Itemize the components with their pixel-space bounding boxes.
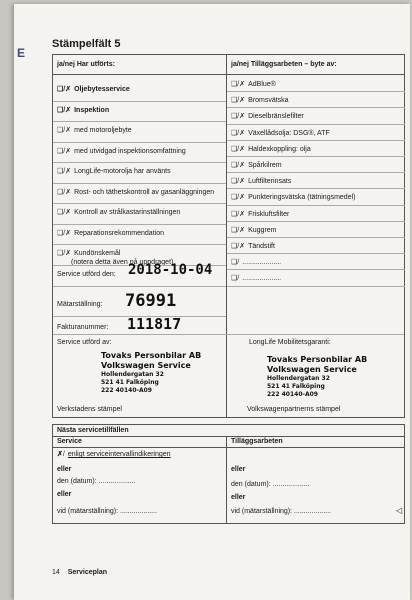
stamp-code: 222 40140-A09 <box>267 391 318 398</box>
workshop-stamp-label: Verkstadens stämpel <box>57 406 122 413</box>
checklist-label: Luftfilterinsats <box>248 178 292 186</box>
edge-tab-letter: E <box>17 46 26 60</box>
checklist-label: Dieselbränslefilter <box>248 113 304 121</box>
checkbox-icon: ❑/✗ <box>231 129 246 137</box>
checklist-row <box>231 80 276 89</box>
checkbox-icon: ❑/✗ <box>57 86 72 93</box>
checklist-row <box>231 177 291 186</box>
next-date-label: den (datum): ................... <box>57 478 136 485</box>
checkbox-icon: ❑/ <box>231 259 240 267</box>
checkbox-icon: ❑/✗ <box>231 162 246 169</box>
invoice-label: Fakturanummer: <box>57 324 109 331</box>
checklist-row <box>57 208 180 217</box>
checkbox-icon: ❑/✗ <box>57 147 72 155</box>
page-number: 14 <box>52 569 60 576</box>
service-date-value: 2018-10-04 <box>128 262 213 278</box>
checkbox-icon: ❑/✗ <box>57 250 72 257</box>
row-rule <box>53 183 226 184</box>
next-service-col-extra: Tilläggsarbeten <box>231 438 283 445</box>
checklist-label: LongLife-motorolja har använts <box>74 168 171 175</box>
page-title: Stämpelfält 5 <box>52 38 121 50</box>
arrow-left-icon: ◁ <box>396 506 403 515</box>
checklist-row <box>57 85 130 94</box>
checklist-label: Bromsvätska <box>248 97 289 105</box>
or-label: eller <box>57 466 72 473</box>
checkbox-icon: ❑/✗ <box>57 168 72 175</box>
odometer-value: 76991 <box>125 291 177 311</box>
checkbox-icon: ❑/✗ <box>231 97 246 105</box>
checkbox-icon: ❑/✗ <box>57 209 72 216</box>
section-name: Serviceplan <box>67 569 108 576</box>
page-footer <box>52 569 107 576</box>
next-service-title: Nästa servicetillfällen <box>57 427 129 434</box>
checklist-label: Spårkilrem <box>248 162 282 169</box>
checklist-label: med motoroljebyte <box>74 127 132 134</box>
checklist-row <box>231 258 281 267</box>
checklist-row <box>57 147 186 156</box>
checklist-label: Växellådsolja: DSG®, ATF <box>248 129 330 137</box>
checkbox-icon: ❑/✗ <box>57 106 72 114</box>
row-rule <box>53 286 226 287</box>
row-rule <box>53 162 226 163</box>
checkbox-icon: ❑/✗ <box>231 210 246 218</box>
row-rule <box>227 205 405 206</box>
stamp-company: Tovaks Personbilar AB <box>267 355 368 364</box>
row-rule <box>227 124 405 125</box>
or-label: eller <box>231 494 246 501</box>
checklist-row <box>231 242 275 251</box>
stamp-street: Hollendergatan 32 <box>101 371 164 378</box>
row-rule <box>53 244 226 245</box>
checkbox-icon: ❑/✗ <box>57 229 72 237</box>
stamp-street: Hollendergatan 32 <box>267 375 330 382</box>
row-rule <box>53 436 404 437</box>
row-rule <box>53 447 404 448</box>
performed-by-label: Service utförd av: <box>57 339 112 346</box>
checklist-row <box>231 226 277 235</box>
row-rule <box>53 142 226 143</box>
checkbox-icon: ❑/✗ <box>231 81 246 88</box>
left-column-header: ja/nej Har utförts: <box>57 55 225 75</box>
checklist-label: Reparationsrekommendation <box>74 229 164 237</box>
service-date-label: Service utförd den: <box>57 271 116 278</box>
checklist-row <box>57 188 214 197</box>
row-rule <box>227 140 405 141</box>
interval-row: ✗/ enligt serviceintervallindikeringen <box>57 451 171 458</box>
row-rule <box>227 172 405 173</box>
row-rule <box>53 101 226 102</box>
next-odometer-label: vid (mätarställning): ................... <box>57 508 157 515</box>
checklist-label: .................... <box>242 275 282 283</box>
checkbox-icon: ❑/✗ <box>57 188 72 196</box>
row-rule <box>53 334 404 335</box>
checklist-label: Inspektion <box>74 106 110 114</box>
right-column-header: ja/nej Tilläggsarbeten – byte av: <box>231 55 401 75</box>
checklist-row <box>231 129 330 138</box>
checklist-row <box>231 161 282 170</box>
document-page <box>14 4 410 600</box>
longlife-label: LongLife Mobilitetsgaranti: <box>249 339 331 346</box>
row-rule <box>227 107 405 108</box>
stamp-service: Volkswagen Service <box>101 361 191 370</box>
row-rule <box>227 156 405 157</box>
partner-stamp-label: Volkswagenpartnerns stämpel <box>247 406 341 413</box>
checkbox-icon: ❑/✗ <box>231 178 246 186</box>
checklist-label: Punkteringsvätska (tätningsmedel) <box>248 194 356 202</box>
checklist-label: Kuggrem <box>248 226 277 234</box>
stamp-code: 222 40140-A09 <box>101 387 152 394</box>
row-rule <box>227 91 405 92</box>
column-divider <box>226 55 227 417</box>
checklist-label: Haldexkoppling: olja <box>248 145 311 153</box>
or-label: eller <box>231 466 246 473</box>
stamp-table <box>52 54 405 418</box>
checklist-row <box>231 145 311 154</box>
checklist-label: Rost- och täthetskontroll av gasanläggningen <box>74 188 215 196</box>
checklist-row <box>231 112 304 121</box>
checklist-row <box>57 106 109 115</box>
checklist-label: Oljebytesservice <box>74 86 130 93</box>
next-extra-odometer-label: vid (mätarställning): ................... <box>231 508 331 515</box>
header-rule <box>53 74 404 75</box>
next-extra-date-label: den (datum): ................... <box>231 481 310 488</box>
row-rule <box>53 203 226 204</box>
row-rule <box>227 269 405 270</box>
row-rule <box>53 224 226 225</box>
checklist-label: Friskluftsfilter <box>248 210 290 218</box>
checklist-label: Tändstift <box>248 243 275 250</box>
row-rule <box>227 253 405 254</box>
checklist-row <box>231 96 289 105</box>
checkbox-icon: ❑/✗ <box>231 226 246 234</box>
checkbox-icon: ❑/✗ <box>231 113 246 121</box>
stamp-city: 521 41 Falköping <box>101 379 159 386</box>
checklist-sublabel: (notera detta även på uppdraget) <box>71 259 174 266</box>
checklist-label: Kontroll av strålkastarinställningen <box>74 209 181 216</box>
checkbox-icon: ❑/✗ <box>231 194 246 202</box>
checklist-row <box>231 210 289 219</box>
workshop-stamp <box>101 351 201 395</box>
checkbox-icon: ❑/✗ <box>57 127 72 134</box>
checklist-label: AdBlue® <box>248 81 276 88</box>
invoice-value: 111817 <box>127 315 182 333</box>
checkbox-icon: ❑/✗ <box>231 145 246 153</box>
checklist-row <box>231 274 281 283</box>
stamp-city: 521 41 Falköping <box>267 383 325 390</box>
checkbox-icon: ❑/ <box>231 275 240 283</box>
row-rule <box>227 237 405 238</box>
checklist-label: Kundönskemål <box>74 250 121 257</box>
checklist-row <box>57 167 171 176</box>
row-rule <box>53 121 226 122</box>
row-rule <box>227 221 405 222</box>
stamp-service: Volkswagen Service <box>267 365 357 374</box>
stamp-company: Tovaks Personbilar AB <box>101 351 202 360</box>
checkbox-icon: ❑/✗ <box>231 243 246 250</box>
interval-label: enligt serviceintervallindikeringen <box>67 451 171 458</box>
partner-stamp <box>267 355 367 399</box>
next-service-table <box>52 424 405 524</box>
checklist-row <box>57 126 132 135</box>
checklist-row <box>231 193 355 202</box>
checklist-label: med utvidgad inspektionsomfattning <box>74 147 186 155</box>
odometer-label: Mätarställning: <box>57 301 103 308</box>
next-service-col-service: Service <box>57 438 82 445</box>
or-label: eller <box>57 491 72 498</box>
checklist-row <box>57 229 164 238</box>
column-divider <box>226 436 227 523</box>
checklist-label: .................... <box>242 259 282 267</box>
row-rule <box>227 188 405 189</box>
row-rule <box>227 286 405 287</box>
